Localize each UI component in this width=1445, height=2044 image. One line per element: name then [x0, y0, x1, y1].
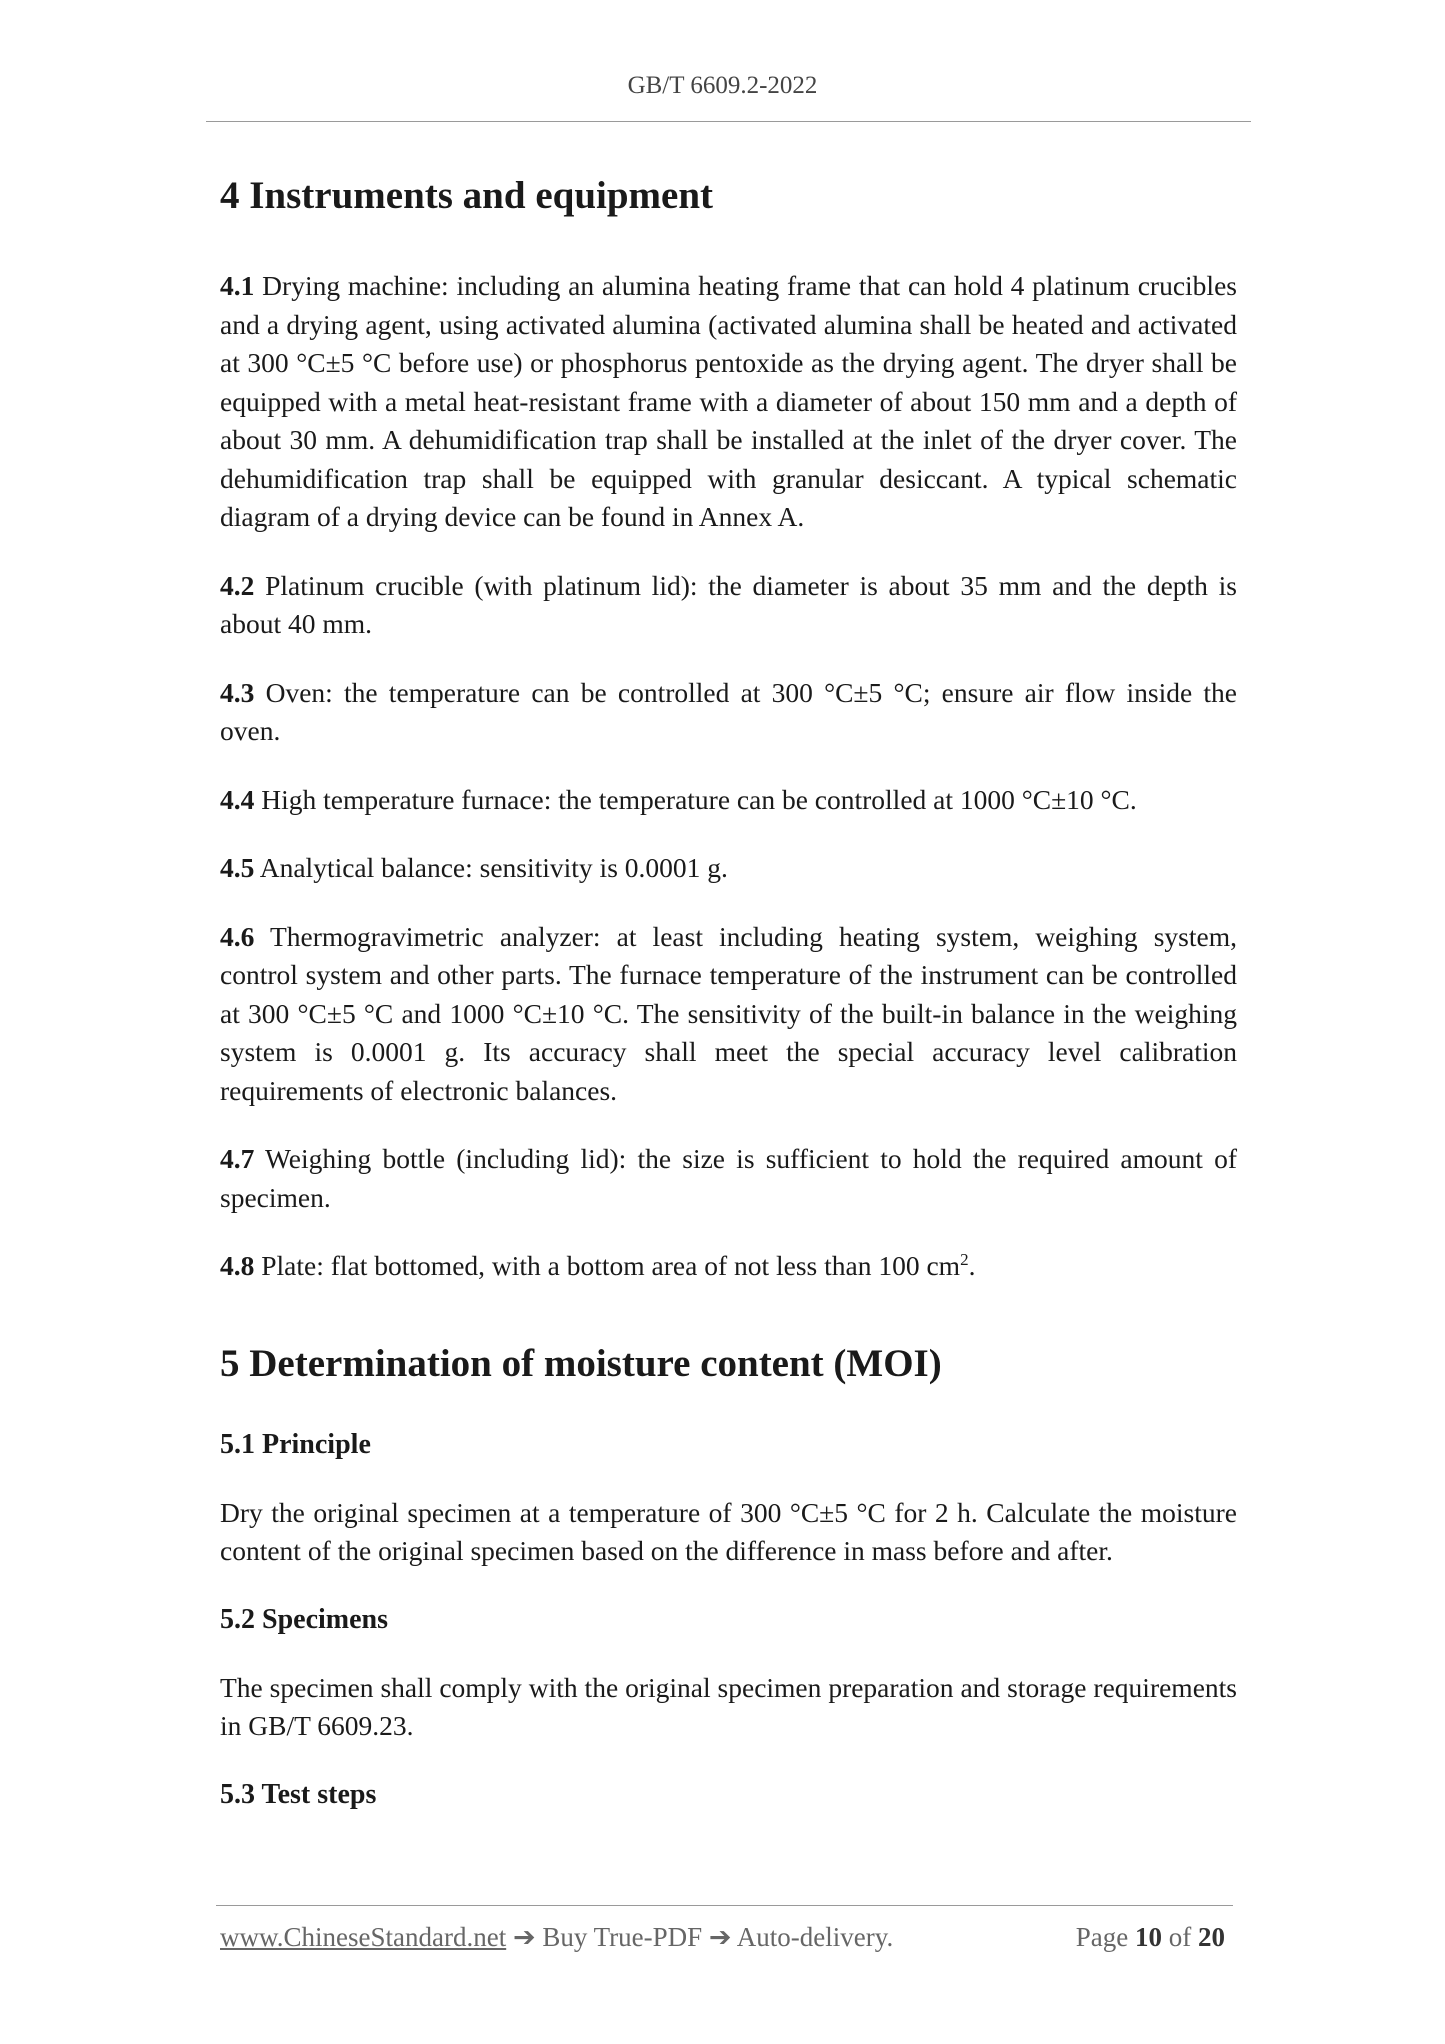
subsection-5-1-text: Dry the original specimen at a temperature of 300 °C±5 °C for 2 h. Calculate the moisture content of the original specimen based on the difference in mass before and after.: [220, 1496, 1237, 1566]
of-label: of: [1168, 1922, 1192, 1952]
page-indicator: [1076, 1922, 1225, 1953]
website-link[interactable]: www.ChineseStandard.net: [220, 1922, 507, 1952]
clause-text: Plate: flat bottomed, with a bottom area of not less than 100 cm: [254, 1250, 961, 1281]
arrow-icon: ➔: [512, 1922, 536, 1952]
clause-number: 4.2: [220, 569, 255, 601]
clause-4-8: [220, 1247, 1237, 1286]
section-4-title: 4 Instruments and equipment: [220, 174, 714, 217]
clause-number: 4.8: [220, 1250, 255, 1281]
clause-number: 4.7: [220, 1143, 255, 1174]
clause-end: .: [968, 1250, 976, 1281]
subsection-5-2-title: 5.2 Specimens: [220, 1603, 388, 1635]
clause-text: Analytical balance: sensitivity is 0.0001 g.: [254, 852, 728, 883]
clause-text: Platinum crucible (with platinum lid): the diameter is about 35 mm and the depth is about 40 mm.: [220, 569, 1237, 639]
clause-4-2: [220, 567, 1237, 644]
clause-4-6: [220, 918, 1237, 1111]
clause-number: 4.4: [220, 783, 255, 815]
clause-text: Drying machine: including an alumina heating frame that can hold 4 platinum crucibles and a drying agent, using activated alumina (activated alumina shall be heated and activated at 300 °C±5 °C before use) or phosphorus pentoxide as the drying agent. The dryer shall be equipped with a metal heat-resistant frame with a diameter of about 150 mm and a depth of about 30 mm. A dehumidification trap shall be installed at the inlet of the dryer cover. The dehumidification trap shall be equipped with granular desiccant. A typical schematic diagram of a drying device can be found in Annex A.: [220, 270, 1237, 532]
subsection-5-1-title: 5.1 Principle: [220, 1428, 371, 1460]
superscript: 2: [960, 1249, 969, 1269]
buy-pdf-text: Buy True-PDF: [535, 1922, 709, 1952]
clause-text: High temperature furnace: the temperature can be controlled at 1000 °C±10 °C.: [254, 783, 1137, 815]
page-footer: [220, 1922, 1233, 1953]
clause-4-3: [220, 674, 1237, 751]
page-label: Page: [1075, 1922, 1129, 1952]
clause-4-7: [220, 1140, 1237, 1217]
clause-4-4: [220, 781, 1237, 820]
clause-4-1: [220, 267, 1237, 537]
clause-number: 4.1: [220, 270, 255, 301]
page-content: [220, 170, 1237, 1814]
page-number: 10: [1135, 1922, 1162, 1952]
clause-text: Oven: the temperature can be controlled at 300 °C±5 °C; ensure air flow inside the oven.: [220, 676, 1237, 746]
clause-number: 4.3: [220, 676, 255, 708]
subsection-5-3-title: 5.3 Test steps: [220, 1778, 377, 1810]
clause-number: 4.5: [220, 852, 255, 883]
footer-divider: [216, 1905, 1233, 1906]
subsection-5-2-text: The specimen shall comply with the original specimen preparation and storage requirements in GB/T 6609.23.: [220, 1671, 1237, 1741]
section-5-title: 5 Determination of moisture content (MOI): [220, 1341, 942, 1385]
clause-4-5: [220, 849, 1237, 888]
clause-text: Weighing bottle (including lid): the size is sufficient to hold the required amount of specimen.: [220, 1143, 1237, 1213]
arrow-icon: ➔: [708, 1922, 732, 1952]
page-total: 20: [1198, 1922, 1225, 1952]
header-divider: [206, 121, 1251, 122]
clause-number: 4.6: [220, 920, 255, 952]
running-header: GB/T 6609.2-2022: [627, 72, 818, 99]
auto-delivery-text: Auto-delivery.: [731, 1922, 894, 1952]
clause-text: Thermogravimetric analyzer: at least including heating system, weighing system, control system and other parts. The furnace temperature of the instrument can be controlled at 300 °C±5 °C and 1000 °C±10 °C. The sensitivity of the built-in balance in the weighing system is 0.0001 g. Its accuracy shall meet the special accuracy level calibration requirements of electronic balances.: [220, 920, 1237, 1106]
